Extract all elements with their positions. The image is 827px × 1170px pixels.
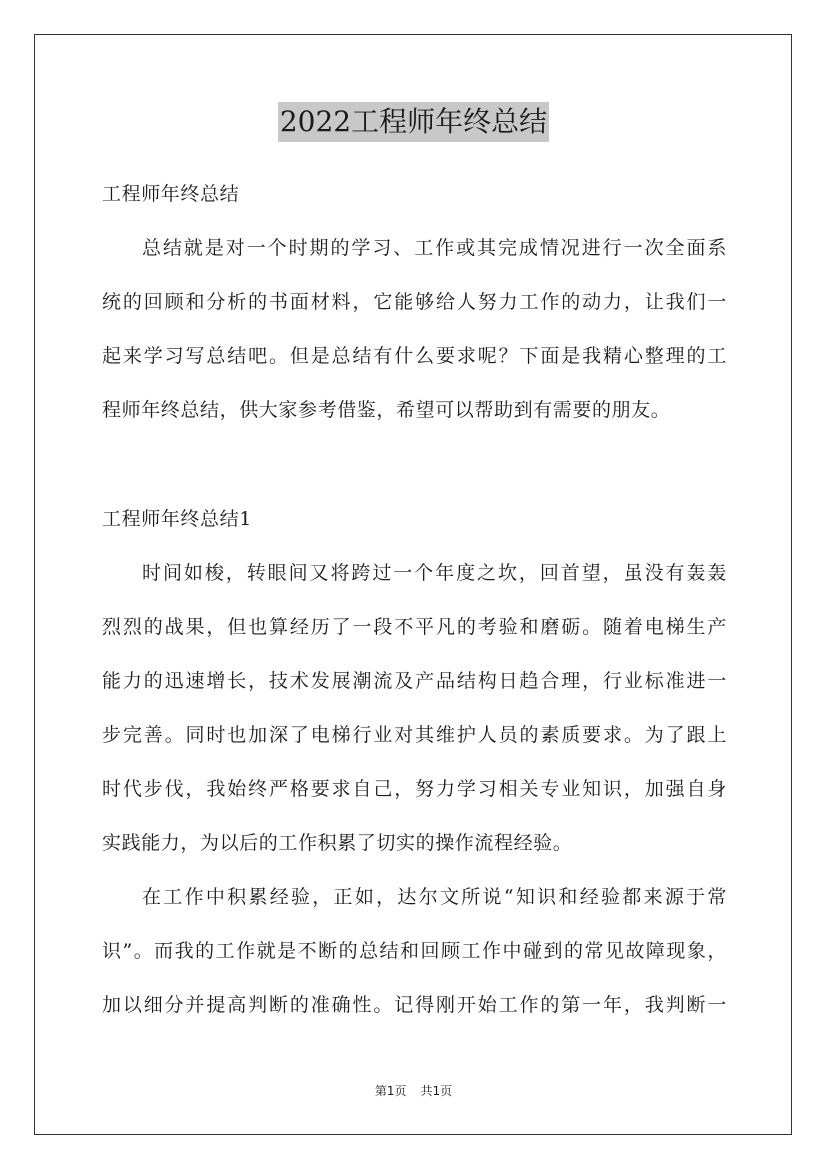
title-container	[0, 102, 827, 142]
paragraph-line: 时间如梭，转眼间又将跨过一个年度之坎，回首望，虽没有轰轰	[142, 562, 727, 584]
paragraph-line: 能力的迅速增长，技术发展潮流及产品结构日趋合理，行业标准进一	[102, 670, 727, 692]
intro-line: 起来学习写总结吧。但是总结有什么要求呢？下面是我精心整理的工	[102, 345, 727, 367]
subtitle: 工程师年终总结	[102, 183, 240, 205]
page-total: 共1页	[420, 1084, 453, 1098]
paragraph-line: 在工作中积累经验，正如，达尔文所说“知识和经验都来源于常	[142, 886, 727, 908]
paragraph-line: 实践能力，为以后的工作积累了切实的操作流程经验。	[102, 832, 573, 854]
paragraph-line: 烈烈的战果，但也算经历了一段不平凡的考验和磨砺。随着电梯生产	[102, 616, 727, 638]
intro-line: 程师年终总结，供大家参考借鉴，希望可以帮助到有需要的朋友。	[102, 399, 671, 421]
intro-line: 统的回顾和分析的书面材料，它能够给人努力工作的动力，让我们一	[102, 291, 727, 313]
paragraph-line: 时代步伐，我始终严格要求自己，努力学习相关专业知识，加强自身	[102, 778, 727, 800]
page-number: 第1页	[374, 1084, 407, 1098]
paragraph-line: 识”。而我的工作就是不断的总结和回顾工作中碰到的常见故障现象，	[102, 940, 727, 962]
paragraph-line: 步完善。同时也加深了电梯行业对其维护人员的素质要求。为了跟上	[102, 724, 727, 746]
document-title: 2022工程师年终总结	[278, 102, 549, 142]
paragraph-line: 加以细分并提高判断的准确性。记得刚开始工作的第一年，我判断一	[102, 994, 727, 1016]
section-heading: 工程师年终总结1	[102, 508, 252, 530]
intro-line: 总结就是对一个时期的学习、工作或其完成情况进行一次全面系	[142, 237, 727, 259]
page-footer	[0, 1083, 827, 1099]
